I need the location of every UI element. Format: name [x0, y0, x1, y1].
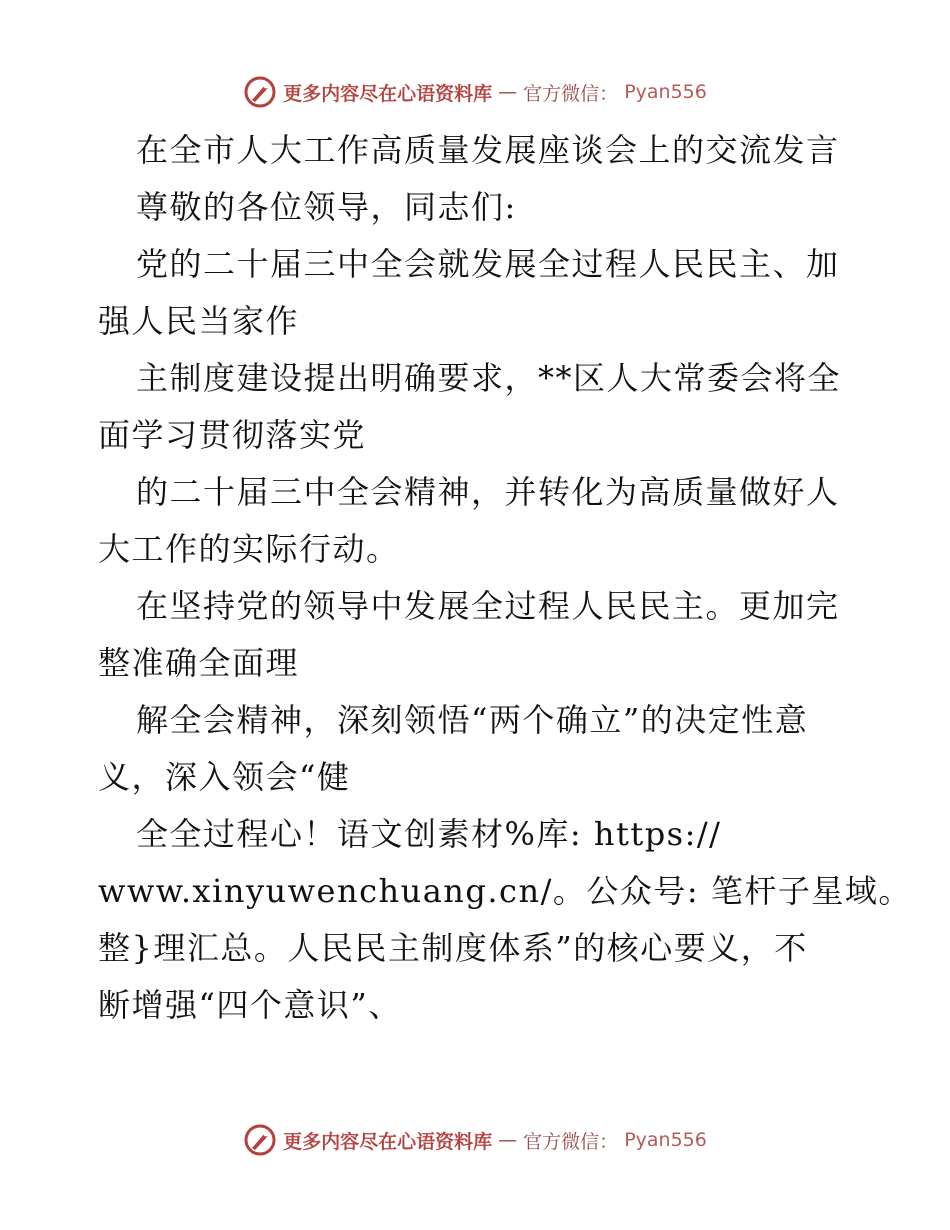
footer-watermark [0, 1120, 950, 1160]
document-body [98, 122, 912, 1034]
watermark-main-text: 更多内容尽在心语资料库 [283, 1130, 493, 1153]
watermark-dash: — [498, 1129, 518, 1151]
watermark-wechat-id: Pyan556 [624, 81, 707, 103]
text-line: 党的二十届三中全会就发展全过程人民民主、加 [136, 245, 840, 283]
text-line: 在全市人大工作高质量发展座谈会上的交流发言 [136, 131, 840, 169]
text-line: 整准确全面理 [98, 644, 300, 682]
text-line: 全全过程心！语文创素材%库: https:// [136, 815, 722, 853]
header-watermark [0, 72, 950, 112]
watermark-dash: — [498, 81, 518, 103]
text-line: 尊敬的各位领导，同志们: [136, 188, 517, 226]
text-line: 断增强“四个意识”、 [98, 986, 402, 1024]
text-line: 整}理汇总。人民民主制度体系”的核心要义，不 [98, 929, 808, 967]
text-line: 在坚持党的领导中发展全过程人民民主。更加完 [136, 587, 840, 625]
pen-logo-icon [243, 75, 277, 109]
watermark-wechat-id: Pyan556 [624, 1129, 707, 1151]
watermark-main-text: 更多内容尽在心语资料库 [283, 82, 493, 105]
watermark-sub-text: 官方微信： [523, 1130, 619, 1153]
text-line: 主制度建设提出明确要求，**区人大常委会将全 [136, 359, 842, 397]
text-line: 解全会精神，深刻领悟“两个确立”的决定性意 [136, 701, 809, 739]
text-line: 义，深入领会“健 [98, 758, 351, 796]
pen-logo-icon [243, 1123, 277, 1157]
text-line: 面学习贯彻落实党 [98, 416, 367, 454]
text-line: 的二十届三中全会精神，并转化为高质量做好人 [136, 473, 840, 511]
text-line: 大工作的实际行动。 [98, 530, 400, 568]
text-line: 强人民当家作 [98, 302, 300, 340]
watermark-sub-text: 官方微信： [523, 82, 619, 105]
text-line: www.xinyuwenchuang.cn/。公众号: 笔杆子星域。 [98, 872, 912, 910]
